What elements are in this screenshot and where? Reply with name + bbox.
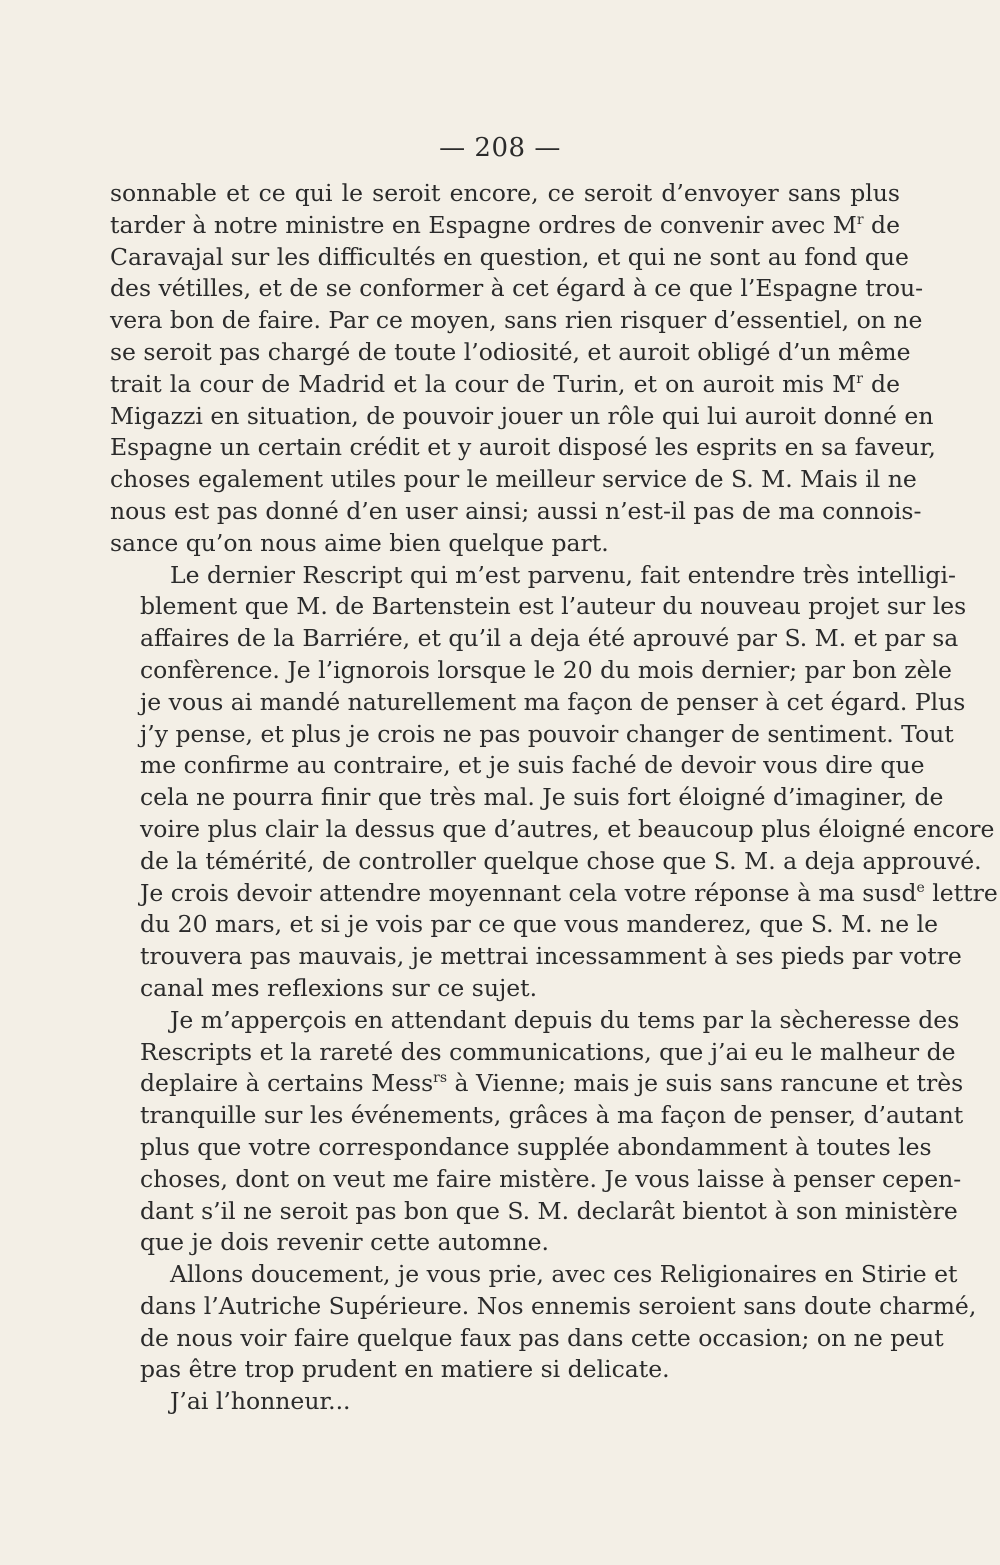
closing-line: J’ai l’honneur... [170, 1387, 351, 1416]
text-line: trouvera pas mauvais, je mettrai incessamment à ses pieds par votre [140, 942, 962, 971]
text-line: de nous voir faire quelque faux pas dans cette occasion; on ne peut [140, 1323, 944, 1352]
superscript: r [856, 370, 863, 387]
text-fragment: de [862, 369, 900, 398]
text-line: du 20 mars, et si je vois par ce que vous manderez, que S. M. ne le [140, 910, 939, 939]
text-line: canal mes reflexions sur ce sujet. [140, 973, 538, 1002]
text-line [110, 1068, 964, 1100]
text-line: confèrence. Je l’ignorois lorsque le 20 du mois dernier; par bon zèle [140, 655, 952, 684]
paragraph-3 [110, 1005, 964, 1259]
text-line: des vétilles, et de se conformer à cet égard à ce que l’Espagne trou- [110, 274, 924, 303]
text-fragment: deplaire à certains Mess [140, 1069, 434, 1098]
text-line: voire plus clair la dessus que d’autres, et beaucoup plus éloigné encore [140, 814, 995, 843]
paragraph-4 [110, 1259, 977, 1386]
text-line: sance qu’on nous aime bien quelque part. [110, 528, 609, 557]
text-line: choses egalement utiles pour le meilleur service de S. M. Mais il ne [110, 465, 917, 494]
text-fragment: lettre [924, 878, 998, 907]
text-line: plus que votre correspondance supplée abondamment à toutes les [140, 1132, 932, 1161]
page-number: — 208 — [439, 133, 561, 163]
text-line: Je m’apperçois en attendant depuis du tems par la sècheresse des [170, 1005, 960, 1034]
text-line: tranquille sur les événements, grâces à ma façon de penser, d’autant [140, 1101, 964, 1130]
text-line: que je dois revenir cette automne. [140, 1228, 550, 1257]
text-line: dans l’Autriche Supérieure. Nos ennemis seroient sans doute charmé, [140, 1291, 977, 1320]
text-line: se seroit pas chargé de toute l’odiosité, et auroit obligé d’un même [110, 337, 911, 366]
text-fragment: de [863, 210, 901, 239]
text-line: affaires de la Barriére, et qu’il a deja été aprouvé par S. M. et par sa [140, 624, 959, 653]
text-fragment: à Vienne; mais je suis sans rancune et très [447, 1069, 964, 1098]
text-line: Migazzi en situation, de pouvoir jouer un rôle qui lui auroit donné en [110, 401, 934, 430]
text-line: sonnable et ce qui le seroit encore, ce seroit d’envoyer sans plus [110, 179, 900, 207]
text-line: Caravajal sur les difficultés en question, et qui ne sont au fond que [110, 242, 909, 271]
superscript: e [916, 879, 925, 896]
text-line: blement que M. de Bartenstein est l’auteur du nouveau projet sur les [140, 592, 967, 621]
superscript: r [856, 211, 864, 228]
text-line: me confirme au contraire, et je suis faché de devoir vous dire que [140, 751, 925, 780]
text-line: Allons doucement, je vous prie, avec ces Religionaires en Stirie et [170, 1260, 958, 1289]
text-line: je vous ai mandé naturellement ma façon de penser à cet égard. Plus [140, 687, 966, 716]
text-line [110, 210, 900, 242]
text-line: pas être trop prudent en matiere si delicate. [140, 1355, 670, 1384]
text-line: choses, dont on veut me faire mistère. Je vous laisse à penser cepen- [140, 1164, 962, 1193]
text-fragment: Je crois devoir attendre moyennant cela votre réponse à ma susd [140, 878, 917, 907]
text-line: vera bon de faire. Par ce moyen, sans rien risquer d’essentiel, on ne [110, 306, 923, 335]
text-line [110, 878, 998, 910]
text-line: Rescripts et la rareté des communications, que j’ai eu le malheur de [140, 1037, 956, 1066]
text-line: nous est pas donné d’en user ainsi; aussi n’est-il pas de ma connois- [110, 496, 922, 525]
text-fragment: tarder à notre ministre en Espagne ordres de convenir avec M [110, 210, 857, 239]
text-line: j’y pense, et plus je crois ne pas pouvoir changer de sentiment. Tout [140, 719, 954, 748]
text-line: cela ne pourra finir que très mal. Je suis fort éloigné d’imaginer, de [140, 783, 944, 812]
text-line: dant s’il ne seroit pas bon que S. M. declarât bientot à son ministère [140, 1196, 958, 1225]
text-line: de la témérité, de controller quelque chose que S. M. a deja approuvé. [140, 846, 982, 875]
paragraph-1 [110, 178, 936, 560]
body-text [110, 178, 998, 1418]
superscript: rs [433, 1070, 448, 1087]
paragraph-5 [110, 1386, 900, 1418]
text-line: Espagne un certain crédit et y auroit disposé les esprits en sa faveur, [110, 433, 936, 462]
paragraph-2 [110, 560, 998, 1005]
text-line [110, 369, 900, 401]
text-line: Le dernier Rescript qui m’est parvenu, fait entendre très intelligi- [170, 560, 956, 589]
text-fragment: trait la cour de Madrid et la cour de Turin, et on auroit mis M [110, 369, 857, 398]
